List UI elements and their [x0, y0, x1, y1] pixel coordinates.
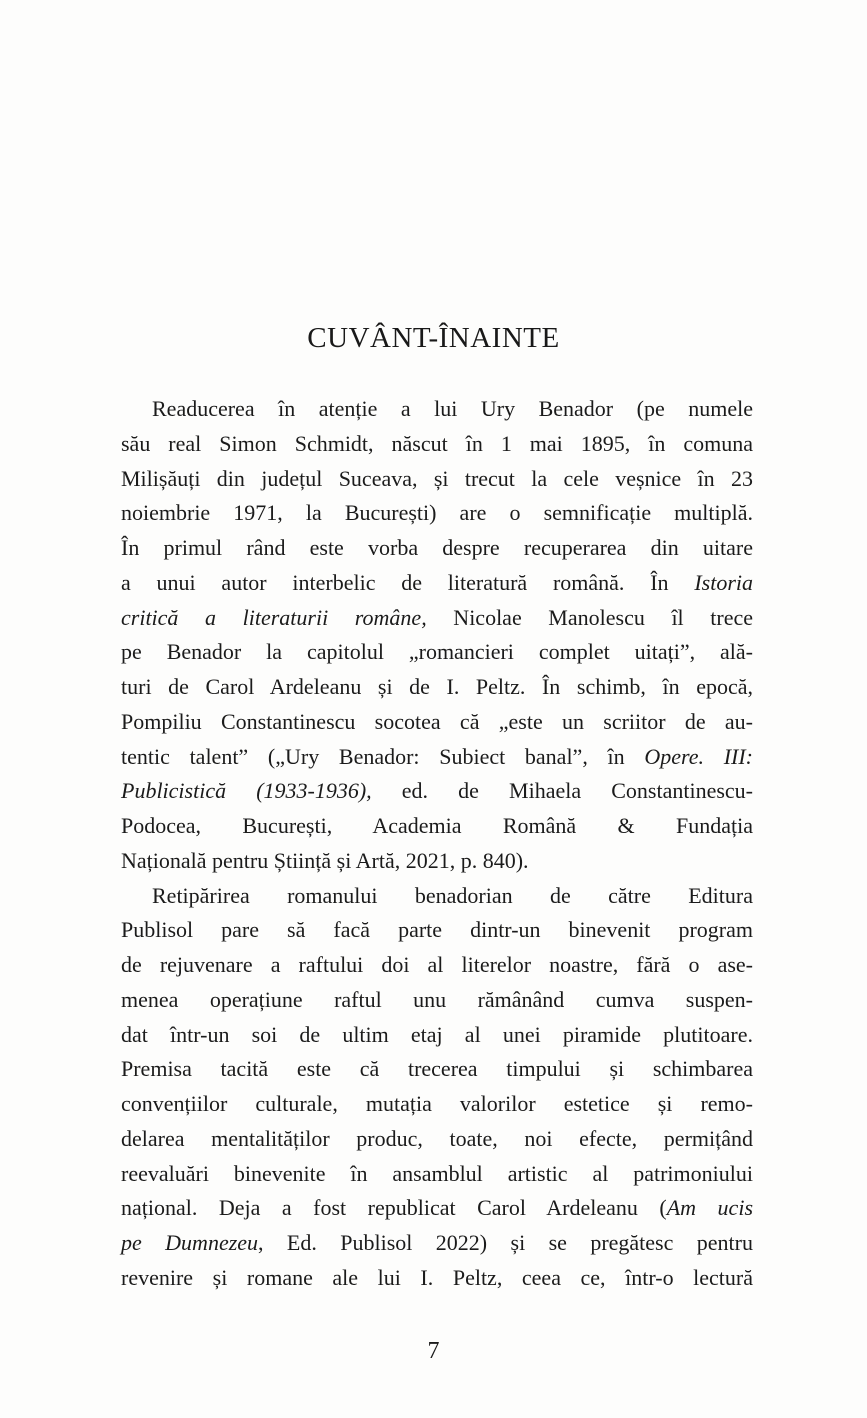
text-segment: Milișăuți din județul Suceava, și trecut la cele veșnice în 23 [121, 465, 753, 491]
text-segment: convențiilor culturale, mutația valorilor estetice și remo- [121, 1091, 753, 1116]
text-line [121, 566, 753, 601]
text-line [121, 879, 753, 914]
text-segment: delarea mentalităților produc, toate, noi efecte, permițând [121, 1125, 753, 1151]
text-segment: Premisa tacită este că trecerea timpului și schimbarea [121, 1056, 753, 1082]
italic-text-segment: critică a literaturii române, [121, 604, 427, 630]
text-line [121, 1087, 753, 1122]
text-line [121, 496, 753, 531]
text-line [121, 948, 753, 983]
text-line [121, 1191, 753, 1226]
text-line [121, 913, 753, 948]
text-line [121, 1261, 753, 1296]
text-segment: pe Benador la capitolul „romancieri complet uitați”, ală- [121, 639, 753, 665]
text-line [121, 1122, 753, 1157]
text-segment: a unui autor interbelic de literatură română. În [121, 569, 695, 595]
text-segment: Publisol pare să facă parte dintr-un binevenit program [121, 917, 753, 943]
text-line [121, 670, 753, 705]
italic-text-segment: Istoria [694, 569, 753, 595]
text-segment: național. Deja a fost republicat Carol Ardeleanu ( [121, 1195, 667, 1221]
page-title: CUVÂNT-ÎNAINTE [307, 322, 560, 354]
text-line [121, 705, 753, 740]
text-segment: revenire și romane ale lui I. Peltz, ceea ce, într-o lectură [121, 1264, 753, 1290]
text-segment: turi de Carol Ardeleanu și de I. Peltz. În schimb, în epocă, [121, 674, 753, 699]
text-line [121, 740, 753, 775]
text-segment: dat într-un soi de ultim etaj al unei piramide plutitoare. [121, 1021, 753, 1047]
text-line [121, 983, 753, 1018]
text-line [121, 635, 753, 670]
text-segment: reevaluări binevenite în ansamblul artistic al patrimoniului [121, 1160, 753, 1186]
text-segment: său real Simon Schmidt, născut în 1 mai 1895, în comuna [121, 430, 753, 456]
text-line [121, 1052, 753, 1087]
body-text [121, 392, 753, 1296]
text-segment: Retipărirea romanului benadorian de către Editura [152, 882, 753, 908]
text-line [121, 462, 753, 497]
italic-text-segment: Am ucis [666, 1195, 753, 1221]
text-line [121, 1157, 753, 1192]
text-segment: Nicolae Manolescu îl trece [426, 604, 753, 630]
text-segment: Readucerea în atenție a lui Ury Benador (pe numele [152, 396, 753, 421]
text-segment: , Ed. Publisol 2022) și se pregătesc pentru [258, 1230, 753, 1255]
text-segment: ed. de Mihaela Constantinescu- [371, 778, 753, 804]
text-line [121, 531, 753, 566]
text-line [121, 1018, 753, 1053]
text-line [121, 427, 753, 462]
paragraph-2 [121, 879, 753, 1296]
text-line [121, 601, 753, 636]
text-segment: În primul rând este vorba despre recuperarea din uitare [121, 535, 753, 560]
page-number: 7 [427, 1338, 440, 1364]
text-line [121, 392, 753, 427]
italic-text-segment: Publicistică (1933-1936), [121, 778, 372, 804]
text-segment: Podocea, București, Academia Română & Fundația [121, 813, 753, 838]
text-segment: Națională pentru Știință și Artă, 2021, p. 840). [121, 847, 529, 873]
text-segment: Pompiliu Constantinescu socotea că „este un scriitor de au- [121, 708, 753, 734]
italic-text-segment: Opere. III: [644, 743, 754, 769]
text-line [121, 844, 753, 879]
text-segment: de rejuvenare a raftului doi al literelor noastre, fără o ase- [121, 952, 753, 977]
text-line [121, 774, 753, 809]
text-line [121, 809, 753, 844]
italic-text-segment: pe Dumnezeu [121, 1230, 259, 1255]
paragraph-1 [121, 392, 753, 879]
text-segment: tentic talent” („Ury Benador: Subiect banal”, în [121, 743, 645, 769]
text-segment: menea operațiune raftul unu rămânând cumva suspen- [121, 986, 753, 1012]
text-segment: noiembrie 1971, la București) are o semnificație multiplă. [121, 500, 753, 526]
text-line [121, 1226, 753, 1261]
